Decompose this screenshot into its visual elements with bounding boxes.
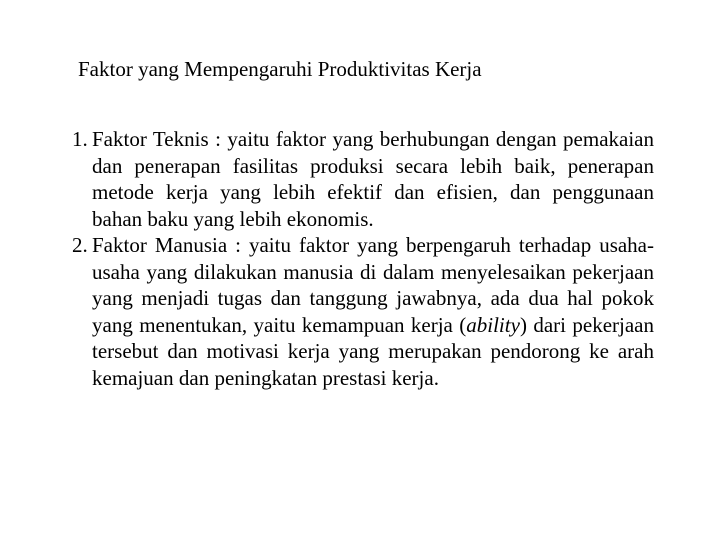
text-before-italic: Faktor Manusia : yaitu faktor yang berpengaruh terhadap usaha-usaha yang dilakukan manusia di dalam menyelesaikan pekerjaan yang menjadi tugas dan tanggung jawabnya, ada dua hal pokok yang menentukan, yaitu kemampuan kerja ( — [92, 233, 654, 337]
list-item-human-factor — [72, 232, 654, 391]
list-item-text: Faktor Teknis : yaitu faktor yang berhubungan dengan pemakaian dan penerapan fasilitas produksi secara lebih baik, penerapan metode kerja yang lebih efektif dan efisien, dan penggunaan bahan baku yang lebih ekonomis. — [92, 127, 654, 231]
page-title: Faktor yang Mempengaruhi Produktivitas Kerja — [78, 57, 482, 81]
list-number: 2. — [72, 233, 88, 257]
factor-list — [72, 126, 654, 391]
list-number: 1. — [72, 127, 88, 151]
list-item-text — [92, 232, 654, 391]
italic-term-ability: ability — [466, 312, 520, 337]
list-item-technical-factor — [72, 126, 654, 232]
text-after-italic: ) dari pekerjaan tersebut dan motivasi kerja yang merupakan pendorong ke arah kemajuan dan peningkatan prestasi kerja. — [92, 312, 654, 390]
